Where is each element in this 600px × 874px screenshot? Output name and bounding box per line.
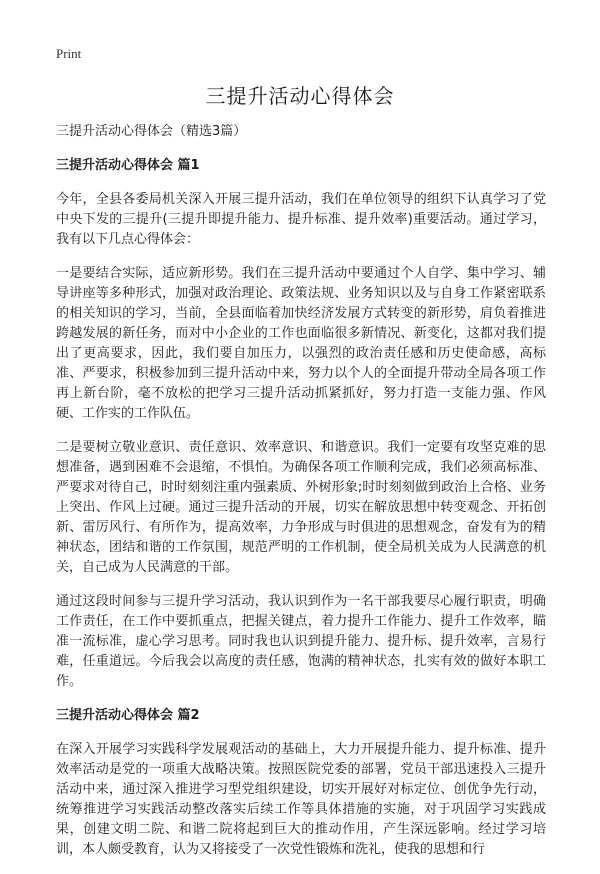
paragraph: 通过这段时间参与三提升学习活动，我认识到作为一名干部我要尽心履行职责，明确工作责任，在工作中要抓重点，把握关键点，着力提升工作能力、提升工作效率，瞄准一流标准，虚心学习思考。同时我也认识到提升能力、提升标、提升效率，言易行难，任重道远。今后我会以高度的责任感，饱满的精神状态，扎实有效的做好本职工作。: [56, 594, 546, 689]
section-heading: 三提升活动心得体会 篇2: [56, 708, 200, 723]
paragraph: 一是要结合实际，适应新形势。我们在三提升活动中要通过个人自学、集中学习、辅导讲座等多种形式，加强对政治理论、政策法规、业务知识以及与自身工作紧密联系的相关知识的学习，当前，全县面临着加快经济发展方式转变的新形势，肩负着推进跨越发展的新任务，而对中小企业的工作也面临很多新情况、新变化，这都对我们提出了更高要求，因此，我们要自加压力，以强烈的政治责任感和历史使命感，高标准、严要求，积极参加到三提升活动中来，努力以个人的全面提升带动全局各项工作再上新台阶，毫不放松的把学习三提升活动抓紧抓好，努力打造一支能力强、作风硬、工作实的工作队伍。: [56, 266, 546, 421]
document-subtitle: 三提升活动心得体会（精选3篇）: [56, 124, 247, 139]
document-title: 三提升活动心得体会: [205, 84, 395, 108]
print-link[interactable]: Print: [56, 46, 82, 61]
document-body: [56, 122, 546, 874]
paragraph: 今年，全县各委局机关深入开展三提升活动，我们在单位领导的组织下认真学习了党中央下发的三提升(三提升即提升能力、提升标准、提升效率)重要活动。通过学习，我有以下几点心得体会：: [56, 192, 546, 247]
paragraph: 在深入开展学习实践科学发展观活动的基础上，大力开展提升能力、提升标准、提升效率活动是党的一项重大战略决策。按照医院党委的部署，党员干部迅速投入三提升活动中来，通过深入推进学习型党组织建设，切实开展好对标定位、创优争先行动，统筹推进学习实践活动整改落实后续工作等具体措施的实施，对于巩固学习实践成果，创建文明二院、和谐二院将起到巨大的推动作用，产生深远影响。经过学习培训，本人颇受教育，认为又将接受了一次党性锻炼和洗礼，使我的思想和行: [56, 742, 546, 857]
paragraph: 二是要树立敬业意识、责任意识、效率意识、和谐意识。我们一定要有攻坚克难的思想准备，遇到困难不会退缩，不惧怕。为确保各项工作顺利完成，我们必须高标准、严要求对待自己，时时刻刻注重内强素质、外树形象;时时刻刻做到政治上合格、业务上突出、作风上过硬。通过三提升活动的开展，切实在解放思想中转变观念、开拓创新、雷厉风行、有所作为，提高效率，力争形成与时俱进的思想观念，奋发有为的精神状态，团结和谐的工作氛围，规范严明的工作机制，使全局机关成为人民满意的机关，自己成为人民满意的干部。: [56, 440, 546, 575]
section-heading: 三提升活动心得体会 篇1: [56, 158, 200, 173]
